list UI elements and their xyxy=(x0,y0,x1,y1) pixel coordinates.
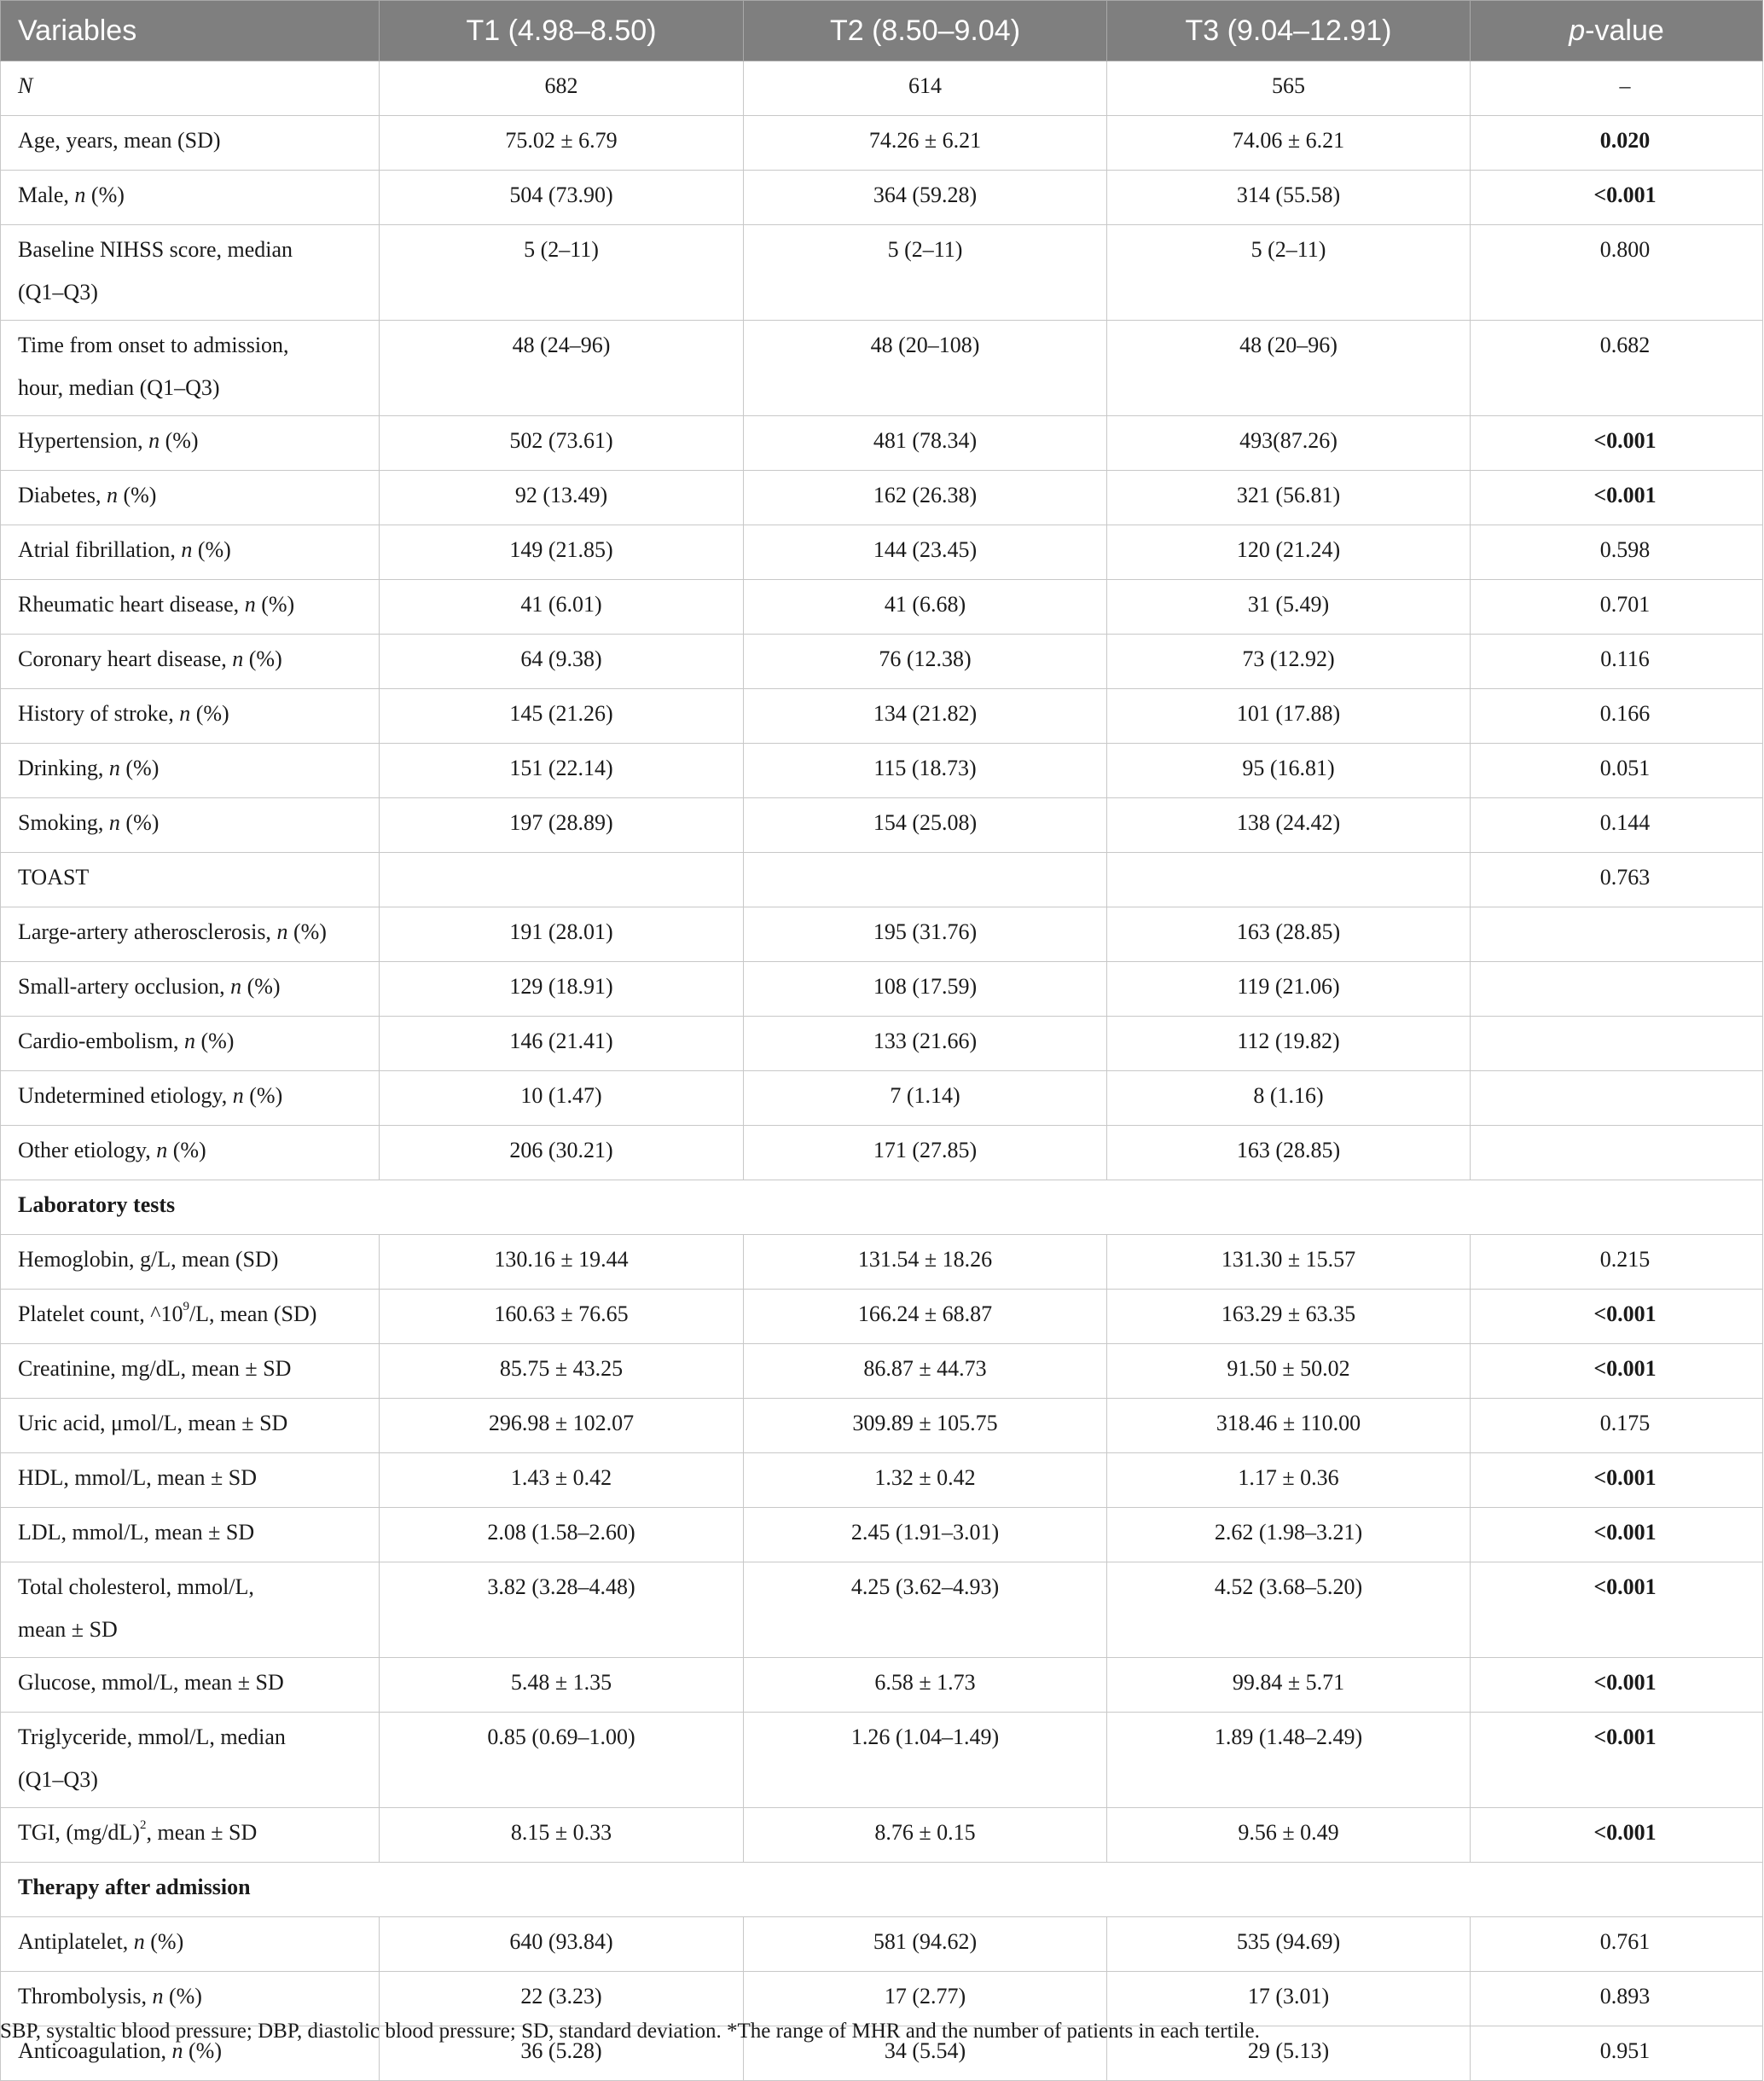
row-label: Antiplatelet, n (%) xyxy=(1,1917,380,1972)
cell-t2: 2.45 (1.91–3.01) xyxy=(744,1508,1107,1562)
cell-t2: 4.25 (3.62–4.93) xyxy=(744,1562,1107,1658)
header-t2: T2 (8.50–9.04) xyxy=(744,1,1107,61)
row-label: HDL, mmol/L, mean ± SD xyxy=(1,1453,380,1508)
cell-t2: 8.76 ± 0.15 xyxy=(744,1808,1107,1863)
cell-t2: 76 (12.38) xyxy=(744,635,1107,689)
cell-t2: 131.54 ± 18.26 xyxy=(744,1235,1107,1290)
cell-t1: 0.85 (0.69–1.00) xyxy=(380,1713,744,1808)
table-row xyxy=(1,1126,1763,1180)
cell-t1: 2.08 (1.58–2.60) xyxy=(380,1508,744,1562)
row-label: Cardio-embolism, n (%) xyxy=(1,1017,380,1071)
cell-t2: 133 (21.66) xyxy=(744,1017,1107,1071)
row-label: Creatinine, mg/dL, mean ± SD xyxy=(1,1344,380,1399)
header-p-rest: -value xyxy=(1585,14,1664,47)
cell-t1: 160.63 ± 76.65 xyxy=(380,1290,744,1344)
cell-t2: 17 (2.77) xyxy=(744,1972,1107,2026)
cell-t1: 48 (24–96) xyxy=(380,321,744,416)
row-label: Baseline NIHSS score, median (Q1–Q3) xyxy=(1,225,380,321)
cell-t3: 95 (16.81) xyxy=(1107,744,1471,798)
table-row xyxy=(1,1713,1763,1808)
cell-t1: 41 (6.01) xyxy=(380,580,744,635)
cell-p: <0.001 xyxy=(1471,416,1763,471)
header-t1: T1 (4.98–8.50) xyxy=(380,1,744,61)
row-label: Triglyceride, mmol/L, median (Q1–Q3) xyxy=(1,1713,380,1808)
cell-p: <0.001 xyxy=(1471,1562,1763,1658)
cell-t1: 5.48 ± 1.35 xyxy=(380,1658,744,1713)
cell-p: <0.001 xyxy=(1471,1658,1763,1713)
cell-p: <0.001 xyxy=(1471,1453,1763,1508)
cell-t2: 48 (20–108) xyxy=(744,321,1107,416)
table-row xyxy=(1,798,1763,853)
cell-t3: 493(87.26) xyxy=(1107,416,1471,471)
row-label: Uric acid, μmol/L, mean ± SD xyxy=(1,1399,380,1453)
cell-t3: 318.46 ± 110.00 xyxy=(1107,1399,1471,1453)
cell-t2 xyxy=(744,853,1107,907)
table-row xyxy=(1,471,1763,525)
section-heading: Therapy after admission xyxy=(1,1863,1763,1917)
table-row xyxy=(1,1344,1763,1399)
cell-t1: 682 xyxy=(380,61,744,116)
cell-t3: 74.06 ± 6.21 xyxy=(1107,116,1471,171)
cell-p: <0.001 xyxy=(1471,1808,1763,1863)
table-row xyxy=(1,1235,1763,1290)
row-label: Diabetes, n (%) xyxy=(1,471,380,525)
cell-t3: 99.84 ± 5.71 xyxy=(1107,1658,1471,1713)
row-label: TOAST xyxy=(1,853,380,907)
cell-t3: 1.17 ± 0.36 xyxy=(1107,1453,1471,1508)
table-row xyxy=(1,1562,1763,1658)
cell-t3: 131.30 ± 15.57 xyxy=(1107,1235,1471,1290)
cell-t2: 134 (21.82) xyxy=(744,689,1107,744)
table-row xyxy=(1,1658,1763,1713)
cell-t3 xyxy=(1107,853,1471,907)
table-row xyxy=(1,1399,1763,1453)
cell-t2: 5 (2–11) xyxy=(744,225,1107,321)
table-row xyxy=(1,1972,1763,2026)
cell-t1: 504 (73.90) xyxy=(380,171,744,225)
cell-p: 0.893 xyxy=(1471,1972,1763,2026)
cell-p xyxy=(1471,1017,1763,1071)
table-row xyxy=(1,525,1763,580)
cell-t2: 144 (23.45) xyxy=(744,525,1107,580)
section-row-laboratory xyxy=(1,1180,1763,1235)
cell-p: 0.020 xyxy=(1471,116,1763,171)
row-label: Small-artery occlusion, n (%) xyxy=(1,962,380,1017)
cell-t3: 138 (24.42) xyxy=(1107,798,1471,853)
cell-p: 0.800 xyxy=(1471,225,1763,321)
cell-t3: 4.52 (3.68–5.20) xyxy=(1107,1562,1471,1658)
cell-t2: 364 (59.28) xyxy=(744,171,1107,225)
table-body xyxy=(1,61,1763,2081)
cell-t1: 36 (5.28) xyxy=(380,2026,744,2081)
cell-t2: 162 (26.38) xyxy=(744,471,1107,525)
cell-t3: 9.56 ± 0.49 xyxy=(1107,1808,1471,1863)
row-label: Coronary heart disease, n (%) xyxy=(1,635,380,689)
table-row xyxy=(1,689,1763,744)
cell-t3: 163.29 ± 63.35 xyxy=(1107,1290,1471,1344)
cell-p xyxy=(1471,1071,1763,1126)
row-label: N xyxy=(1,61,380,116)
cell-t3: 1.89 (1.48–2.49) xyxy=(1107,1713,1471,1808)
row-label: Hemoglobin, g/L, mean (SD) xyxy=(1,1235,380,1290)
cell-t1: 64 (9.38) xyxy=(380,635,744,689)
row-label: LDL, mmol/L, mean ± SD xyxy=(1,1508,380,1562)
cell-t3: 565 xyxy=(1107,61,1471,116)
cell-t1: 197 (28.89) xyxy=(380,798,744,853)
table-row xyxy=(1,416,1763,471)
cell-t2: 34 (5.54) xyxy=(744,2026,1107,2081)
cell-t1: 640 (93.84) xyxy=(380,1917,744,1972)
table-footnote: SBP, systaltic blood pressure; DBP, diastolic blood pressure; SD, standard deviation. *The range of MHR and the number of patients in each tertile. xyxy=(0,2020,1260,2043)
table-row xyxy=(1,635,1763,689)
table-row xyxy=(1,1071,1763,1126)
cell-t1: 502 (73.61) xyxy=(380,416,744,471)
cell-t2: 166.24 ± 68.87 xyxy=(744,1290,1107,1344)
cell-t1: 85.75 ± 43.25 xyxy=(380,1344,744,1399)
cell-t2: 581 (94.62) xyxy=(744,1917,1107,1972)
cell-t1: 22 (3.23) xyxy=(380,1972,744,2026)
cell-t1: 92 (13.49) xyxy=(380,471,744,525)
cell-t1: 206 (30.21) xyxy=(380,1126,744,1180)
cell-p: 0.144 xyxy=(1471,798,1763,853)
cell-t3: 119 (21.06) xyxy=(1107,962,1471,1017)
cell-t2: 309.89 ± 105.75 xyxy=(744,1399,1107,1453)
cell-t1: 5 (2–11) xyxy=(380,225,744,321)
row-label: Platelet count, $\^{}10^9/L$, mean (SD) xyxy=(1,1290,380,1344)
cell-p: <0.001 xyxy=(1471,471,1763,525)
row-label: Other etiology, n (%) xyxy=(1,1126,380,1180)
cell-t3: 29 (5.13) xyxy=(1107,2026,1471,2081)
header-p-value xyxy=(1471,1,1763,61)
cell-p: – xyxy=(1471,61,1763,116)
cell-p: 0.763 xyxy=(1471,853,1763,907)
cell-t3: 535 (94.69) xyxy=(1107,1917,1471,1972)
table-row xyxy=(1,61,1763,116)
cell-t1: 8.15 ± 0.33 xyxy=(380,1808,744,1863)
cell-t1: 145 (21.26) xyxy=(380,689,744,744)
cell-t1: 1.43 ± 0.42 xyxy=(380,1453,744,1508)
row-label: Rheumatic heart disease, n (%) xyxy=(1,580,380,635)
table-row xyxy=(1,1017,1763,1071)
cell-t2: 108 (17.59) xyxy=(744,962,1107,1017)
cell-t3: 91.50 ± 50.02 xyxy=(1107,1344,1471,1399)
cell-p: <0.001 xyxy=(1471,171,1763,225)
cell-t3: 101 (17.88) xyxy=(1107,689,1471,744)
row-label: Anticoagulation, n (%) xyxy=(1,2026,380,2081)
cell-t1: 3.82 (3.28–4.48) xyxy=(380,1562,744,1658)
cell-t2: 7 (1.14) xyxy=(744,1071,1107,1126)
cell-t1: 130.16 ± 19.44 xyxy=(380,1235,744,1290)
cell-p: 0.215 xyxy=(1471,1235,1763,1290)
row-label: Drinking, n (%) xyxy=(1,744,380,798)
cell-t2: 171 (27.85) xyxy=(744,1126,1107,1180)
cell-p: <0.001 xyxy=(1471,1344,1763,1399)
row-label: Thrombolysis, n (%) xyxy=(1,1972,380,2026)
row-label: Undetermined etiology, n (%) xyxy=(1,1071,380,1126)
cell-t3: 321 (56.81) xyxy=(1107,471,1471,525)
header-variables: Variables xyxy=(1,1,380,61)
cell-p: <0.001 xyxy=(1471,1508,1763,1562)
cell-t3: 2.62 (1.98–3.21) xyxy=(1107,1508,1471,1562)
table-row xyxy=(1,1453,1763,1508)
table-row xyxy=(1,1290,1763,1344)
cell-p: 0.116 xyxy=(1471,635,1763,689)
cell-p: 0.761 xyxy=(1471,1917,1763,1972)
cell-t3: 120 (21.24) xyxy=(1107,525,1471,580)
cell-t2: 115 (18.73) xyxy=(744,744,1107,798)
cell-p: 0.598 xyxy=(1471,525,1763,580)
cell-t3: 5 (2–11) xyxy=(1107,225,1471,321)
header-p-italic: p xyxy=(1569,14,1586,47)
cell-t1 xyxy=(380,853,744,907)
cell-p: 0.051 xyxy=(1471,744,1763,798)
cell-t3: 48 (20–96) xyxy=(1107,321,1471,416)
cell-p: 0.682 xyxy=(1471,321,1763,416)
row-label: History of stroke, n (%) xyxy=(1,689,380,744)
cell-p: <0.001 xyxy=(1471,1713,1763,1808)
cell-t1: 129 (18.91) xyxy=(380,962,744,1017)
cell-p xyxy=(1471,962,1763,1017)
table-row xyxy=(1,171,1763,225)
cell-t3: 112 (19.82) xyxy=(1107,1017,1471,1071)
row-label: Time from onset to admission, hour, median (Q1–Q3) xyxy=(1,321,380,416)
section-heading: Laboratory tests xyxy=(1,1180,1763,1235)
cell-t2: 1.26 (1.04–1.49) xyxy=(744,1713,1107,1808)
row-label: Hypertension, n (%) xyxy=(1,416,380,471)
row-label: Glucose, mmol/L, mean ± SD xyxy=(1,1658,380,1713)
cell-p: <0.001 xyxy=(1471,1290,1763,1344)
row-label: Male, n (%) xyxy=(1,171,380,225)
table-row xyxy=(1,962,1763,1017)
cell-t3: 31 (5.49) xyxy=(1107,580,1471,635)
cell-t3: 163 (28.85) xyxy=(1107,1126,1471,1180)
cell-t2: 614 xyxy=(744,61,1107,116)
table-row xyxy=(1,744,1763,798)
cell-t2: 1.32 ± 0.42 xyxy=(744,1453,1107,1508)
cell-t3: 314 (55.58) xyxy=(1107,171,1471,225)
row-label: Atrial fibrillation, n (%) xyxy=(1,525,380,580)
cell-t2: 74.26 ± 6.21 xyxy=(744,116,1107,171)
cell-t1: 296.98 ± 102.07 xyxy=(380,1399,744,1453)
table-row xyxy=(1,116,1763,171)
cell-t3: 73 (12.92) xyxy=(1107,635,1471,689)
table-row xyxy=(1,321,1763,416)
row-label: Smoking, n (%) xyxy=(1,798,380,853)
cell-p: 0.701 xyxy=(1471,580,1763,635)
row-label: Large-artery atherosclerosis, n (%) xyxy=(1,907,380,962)
header-row xyxy=(1,1,1763,61)
cell-t2: 86.87 ± 44.73 xyxy=(744,1344,1107,1399)
table-row xyxy=(1,1917,1763,1972)
cell-p: 0.166 xyxy=(1471,689,1763,744)
cell-p xyxy=(1471,907,1763,962)
cell-p xyxy=(1471,1126,1763,1180)
cell-t3: 163 (28.85) xyxy=(1107,907,1471,962)
cell-t1: 146 (21.41) xyxy=(380,1017,744,1071)
cell-p: 0.175 xyxy=(1471,1399,1763,1453)
cell-t1: 149 (21.85) xyxy=(380,525,744,580)
table-row xyxy=(1,853,1763,907)
cell-t2: 41 (6.68) xyxy=(744,580,1107,635)
cell-t2: 6.58 ± 1.73 xyxy=(744,1658,1107,1713)
cell-t1: 151 (22.14) xyxy=(380,744,744,798)
table-row xyxy=(1,1508,1763,1562)
table-row xyxy=(1,580,1763,635)
cell-t2: 195 (31.76) xyxy=(744,907,1107,962)
cell-t1: 75.02 ± 6.79 xyxy=(380,116,744,171)
section-row-therapy xyxy=(1,1863,1763,1917)
table-header xyxy=(1,1,1763,61)
cell-t3: 17 (3.01) xyxy=(1107,1972,1471,2026)
row-label: Total cholesterol, mmol/L, mean ± SD xyxy=(1,1562,380,1658)
cell-t2: 154 (25.08) xyxy=(744,798,1107,853)
cell-t1: 191 (28.01) xyxy=(380,907,744,962)
header-t3: T3 (9.04–12.91) xyxy=(1107,1,1471,61)
table-row xyxy=(1,907,1763,962)
row-label: Age, years, mean (SD) xyxy=(1,116,380,171)
cell-p: 0.951 xyxy=(1471,2026,1763,2081)
row-label: TGI, $(mg/dL)^2$, mean ± SD xyxy=(1,1808,380,1863)
cell-t1: 10 (1.47) xyxy=(380,1071,744,1126)
table-row xyxy=(1,1808,1763,1863)
cell-t3: 8 (1.16) xyxy=(1107,1071,1471,1126)
table-row xyxy=(1,225,1763,321)
cell-t2: 481 (78.34) xyxy=(744,416,1107,471)
